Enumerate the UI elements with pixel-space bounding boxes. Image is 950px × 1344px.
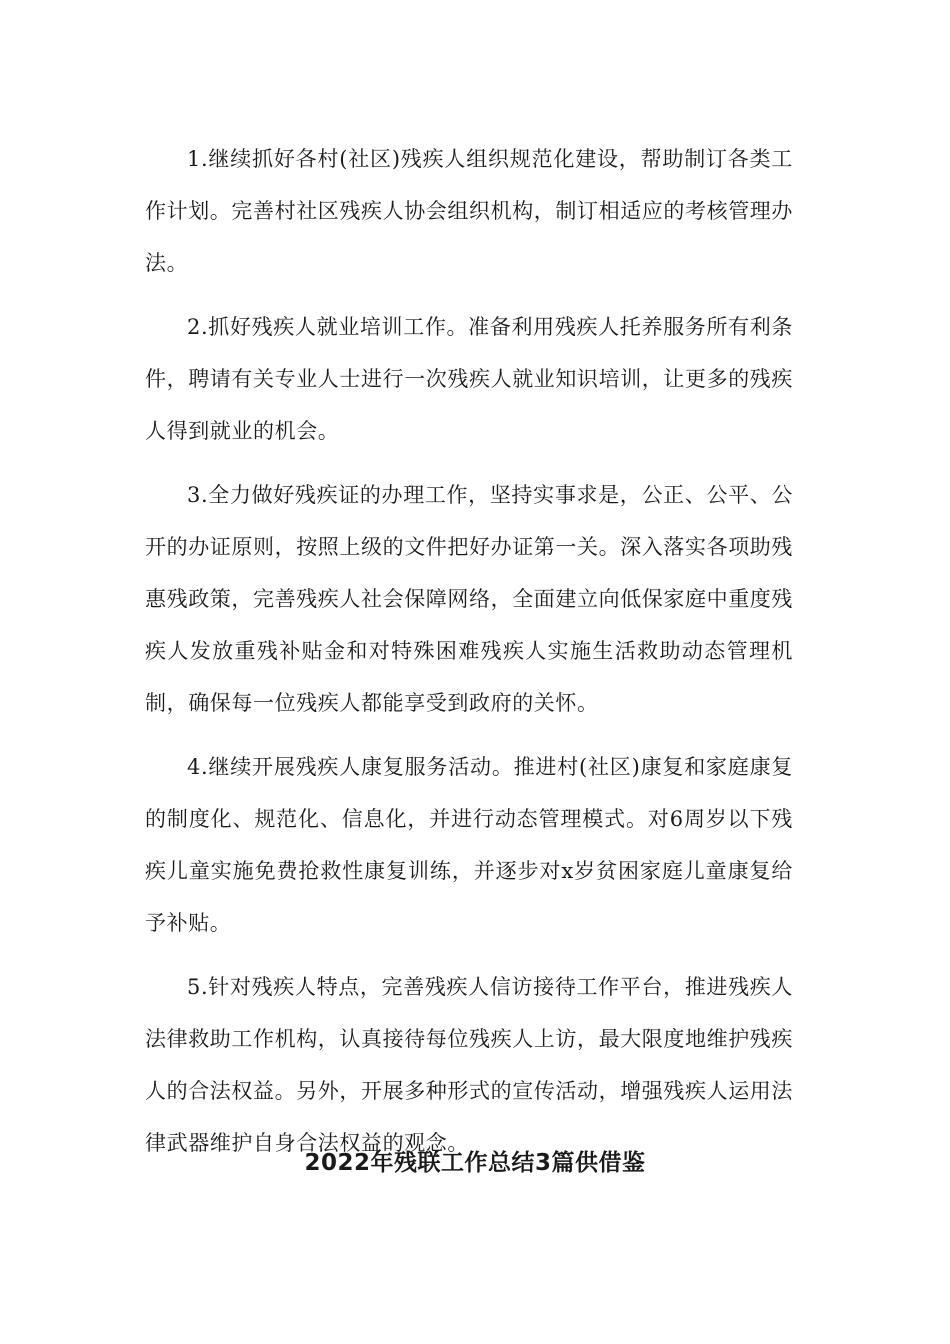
paragraph-2: 2.抓好残疾人就业培训工作。准备利用残疾人托养服务所有利条件，聘请有关专业人士进行一次残疾人就业知识培训，让更多的残疾人得到就业的机会。 bbox=[145, 315, 793, 443]
document-title: 2022年残联工作总结3篇供借鉴 bbox=[304, 1150, 646, 1176]
paragraph-4: 4.继续开展残疾人康复服务活动。推进村(社区)康复和家庭康复的制度化、规范化、信息化，并进行动态管理模式。对6周岁以下残疾儿童实施免费抢救性康复训练，并逐步对x岁贫困家庭儿童康复给予补贴。 bbox=[145, 755, 793, 935]
document-body bbox=[145, 133, 793, 1181]
paragraph-3: 3.全力做好残疾证的办理工作，坚持实事求是，公正、公平、公开的办证原则，按照上级的文件把好办证第一关。深入落实各项助残惠残政策，完善残疾人社会保障网络，全面建立向低保家庭中重度残疾人发放重残补贴金和对特殊困难残疾人实施生活救助动态管理机制，确保每一位残疾人都能享受到政府的关怀。 bbox=[145, 483, 793, 715]
paragraph-5: 5.针对残疾人特点，完善残疾人信访接待工作平台，推进残疾人法律救助工作机构，认真接待每位残疾人上访，最大限度地维护残疾人的合法权益。另外，开展多种形式的宣传活动，增强残疾人运用法律武器维护自身合法权益的观念。 bbox=[145, 975, 793, 1155]
paragraph-1: 1.继续抓好各村(社区)残疾人组织规范化建设，帮助制订各类工作计划。完善村社区残疾人协会组织机构，制订相适应的考核管理办法。 bbox=[145, 147, 793, 275]
